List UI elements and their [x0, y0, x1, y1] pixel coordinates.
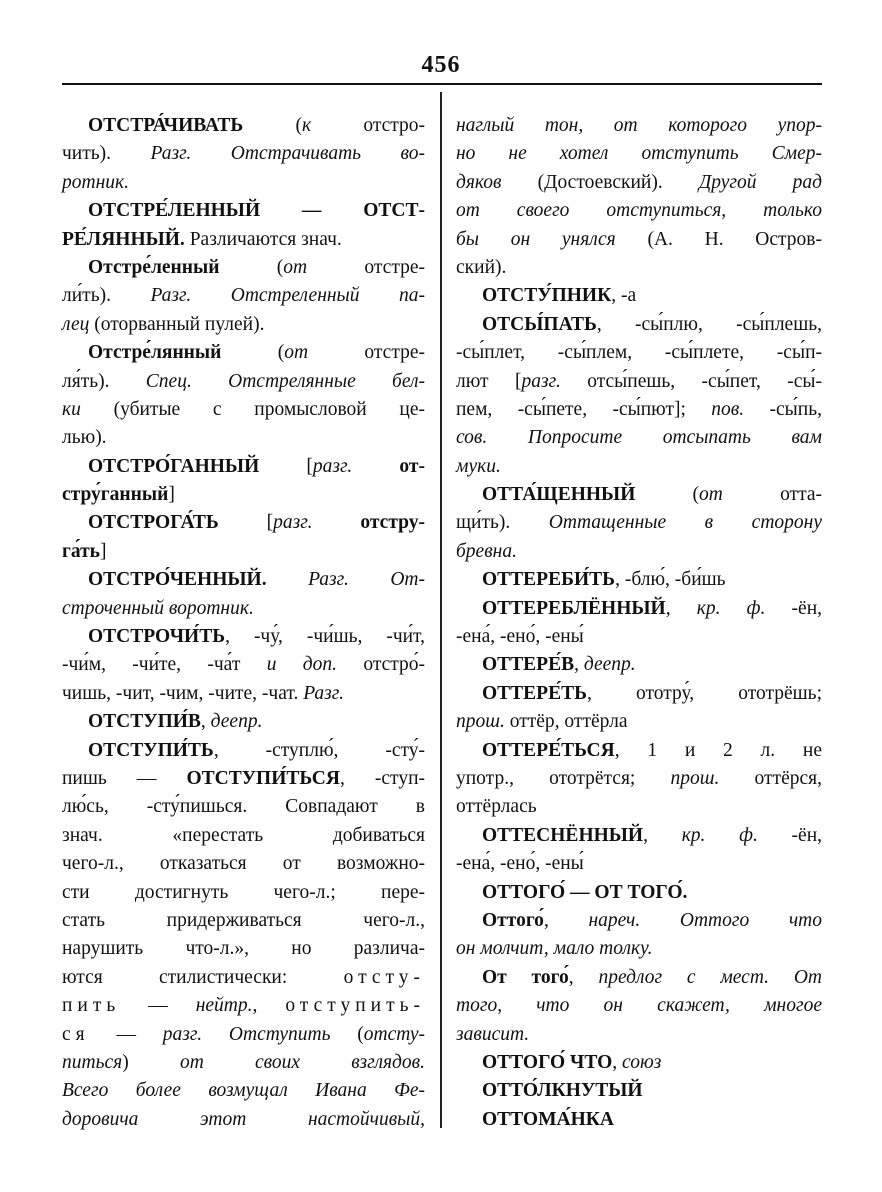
entry-line — [456, 964, 822, 992]
italic-text: питься — [62, 1051, 123, 1073]
headword: ОТТЕРЕБЛЁННЫЙ — [482, 597, 666, 619]
italic-text: нейтр. — [195, 995, 253, 1017]
text-run: пишь — — [62, 767, 187, 789]
headword: ОТТО́ЛКНУТЫЙ — [482, 1080, 643, 1102]
dictionary-entry — [456, 595, 822, 652]
dictionary-entry — [62, 339, 425, 453]
dictionary-entry — [62, 623, 425, 708]
italic-text: кр. ф. — [696, 597, 766, 619]
entry-line — [456, 708, 822, 736]
entry-line — [62, 282, 425, 310]
entry-line — [456, 396, 822, 424]
text-run: , — [568, 966, 599, 988]
entry-line — [62, 964, 425, 992]
text-run: лют [ — [456, 370, 522, 392]
dictionary-entry — [456, 481, 822, 566]
dictionary-entry — [456, 822, 822, 879]
italic-text: бревна. — [456, 540, 517, 562]
text-run: отстро- — [311, 115, 425, 136]
entry-line — [62, 424, 425, 452]
entry-line — [62, 311, 425, 339]
text-run: ] — [168, 484, 175, 506]
italic-text: муки. — [456, 455, 501, 477]
text-run: ются стилистически: — [62, 966, 344, 988]
dictionary-entry — [456, 112, 822, 282]
italic-text: разг. — [312, 455, 353, 477]
entry-line — [456, 140, 822, 168]
italic-text: ки — [62, 398, 81, 420]
italic-text: прош. — [456, 711, 505, 733]
italic-text: зависит. — [456, 1023, 530, 1045]
headword: ОТТОМА́НКА — [482, 1108, 614, 1130]
text-run: отстро́- — [337, 654, 425, 676]
text-run: ( — [219, 256, 284, 278]
dictionary-entry — [62, 197, 425, 254]
text-run: ский). — [456, 256, 507, 278]
headword: ОТСТРОГА́ТЬ — [88, 512, 219, 534]
headword: ОТСТРО́ЧЕННЫЙ. — [88, 569, 267, 591]
entry-line — [456, 680, 822, 708]
entry-line — [62, 197, 425, 225]
dictionary-entry — [456, 1049, 822, 1077]
entry-line — [62, 453, 425, 481]
entry-line — [456, 651, 822, 679]
dictionary-entry — [62, 509, 425, 566]
text-run: ) — [122, 1051, 180, 1073]
text-run: ( — [330, 1023, 364, 1045]
headword: ОТСТУ́ПНИК — [482, 285, 612, 307]
text-run: , — [543, 909, 589, 931]
entry-line — [456, 992, 822, 1020]
entry-line — [62, 1077, 425, 1105]
headword: ОТСТУПИ́ТЬ — [88, 739, 214, 761]
headword: ОТСТРА́ЧИВАТЬ — [88, 115, 244, 136]
text-run: , ототру́, ототрёшь; — [587, 682, 822, 704]
italic-text: Разг. Отстрачивать во- — [150, 143, 425, 165]
dictionary-entry — [62, 566, 425, 623]
entry-line — [456, 566, 822, 594]
entry-line — [62, 339, 425, 367]
entry-line — [456, 595, 822, 623]
text-run: ( — [635, 484, 700, 506]
text-run: (убитые с промысловой це- — [80, 398, 425, 420]
italic-text: наглый тон, от которого упор- — [456, 115, 822, 136]
left-column — [62, 112, 425, 1134]
italic-text: дяков — [456, 171, 502, 193]
italic-text: того, что он скажет, многое — [456, 995, 822, 1017]
text-run: , -ступлю́, -сту́- — [213, 739, 425, 761]
page-number: 456 — [421, 52, 461, 78]
entry-line — [62, 509, 425, 537]
headword: ОТСЫ́ПАТЬ — [482, 313, 597, 335]
italic-text: лец — [62, 313, 90, 335]
header-rule — [62, 83, 822, 85]
text-run: употр., ототрётся; — [456, 767, 671, 789]
entry-line — [456, 737, 822, 765]
italic-text: предлог с мест. От — [598, 966, 823, 988]
dictionary-entry — [456, 651, 822, 679]
headword: ОТСТУПИ́В — [88, 711, 201, 733]
text-run: , 1 и 2 л. не — [614, 739, 822, 761]
entry-line — [456, 850, 822, 878]
headword: отстру- — [312, 512, 425, 534]
italic-text: деепр. — [583, 654, 636, 676]
entry-line — [456, 765, 822, 793]
text-run: ля́ть). — [62, 370, 146, 392]
entry-line — [62, 822, 425, 850]
italic-text: разг. Отступить — [162, 1023, 331, 1045]
dictionary-entry — [62, 708, 425, 736]
headword: ОТТЕСНЁННЫЙ — [482, 824, 644, 846]
text-run: , -сы́плю, -сы́плешь, — [596, 313, 822, 335]
italic-text: и доп. — [266, 654, 337, 676]
entry-line — [456, 879, 822, 907]
dictionary-entry — [62, 453, 425, 510]
text-run: , — [200, 711, 211, 733]
text-run: чить). — [62, 143, 151, 165]
italic-text: сов. Попросите отсыпать вам — [456, 427, 822, 449]
italic-text: Спец. Отстрелянные бел- — [145, 370, 426, 392]
entry-line — [62, 623, 425, 651]
entry-line — [62, 595, 425, 623]
dictionary-entry — [456, 737, 822, 822]
text-run: отстре- — [308, 342, 425, 364]
text-run: , -а — [611, 285, 637, 307]
entry-line — [62, 169, 425, 197]
dictionary-entry — [456, 680, 822, 737]
text-run: (Достоевский). — [501, 171, 699, 193]
italic-text: Оттащенные в сторону — [548, 512, 822, 534]
dictionary-entry — [456, 566, 822, 594]
dictionary-entry — [456, 1077, 822, 1105]
text-run: -ена́, -ено́, -ены́ — [456, 853, 584, 875]
text-run: ] — [100, 540, 107, 562]
headword: ОТТЕРЕ́В — [482, 654, 575, 676]
italic-text: ротник. — [62, 171, 130, 193]
headword: От того́ — [482, 966, 569, 988]
headword: Отстре́ленный — [88, 256, 220, 278]
italic-text: бы он унялся — [456, 228, 616, 250]
entry-line — [62, 538, 425, 566]
text-run: , — [665, 597, 697, 619]
entry-line — [62, 368, 425, 396]
text-run: ( — [243, 115, 303, 136]
italic-text: к — [302, 115, 312, 136]
entry-line — [456, 368, 822, 396]
text-run: , -ступ- — [339, 767, 426, 789]
entry-line — [62, 140, 425, 168]
text-run: оттёрлась — [456, 796, 537, 818]
spaced-text: пить — [62, 995, 121, 1017]
text-run: , — [574, 654, 584, 676]
headword: ОТТЕРЕ́ТЬСЯ — [482, 739, 615, 761]
text-run: ли́ть). — [62, 285, 151, 307]
text-run: [ — [259, 455, 313, 477]
italic-text: кр. ф. — [681, 824, 758, 846]
italic-text: Всего более возмущал Ивана Фе- — [62, 1080, 425, 1102]
italic-text: пов. — [711, 398, 745, 420]
italic-text: но не хотел отступить Смер- — [456, 143, 822, 165]
italic-text: деепр. — [210, 711, 263, 733]
text-run: лю́сь, -сту́пишься. Совпадают в — [62, 796, 425, 818]
column-divider — [440, 92, 442, 1128]
entry-line — [62, 254, 425, 282]
text-run: отта- — [722, 484, 822, 506]
spaced-text: отступить- — [285, 995, 426, 1017]
entry-line — [456, 623, 822, 651]
italic-text: Разг. Отстреленный па- — [150, 285, 426, 307]
italic-text: разг. — [521, 370, 561, 392]
italic-text: от своих взглядов. — [179, 1051, 425, 1073]
text-run: — — [89, 1023, 163, 1045]
text-run: отсы́пешь, -сы́пет, -сы́- — [560, 370, 822, 392]
headword: Оттого́ — [482, 909, 544, 931]
headword: ОТСТРОЧИ́ТЬ — [88, 626, 226, 648]
entry-line — [62, 935, 425, 963]
entry-line — [62, 992, 425, 1020]
dictionary-entry — [456, 1106, 822, 1134]
text-run: -ён, — [765, 597, 823, 619]
entry-line — [456, 509, 822, 537]
text-run: [ — [218, 512, 274, 534]
text-run: оттёрся, — [719, 767, 822, 789]
entry-line — [62, 1021, 425, 1049]
dictionary-entry — [456, 311, 822, 481]
text-run: -ён, — [757, 824, 823, 846]
entry-line — [62, 1106, 425, 1134]
entry-line — [456, 282, 822, 310]
headword: ОТТОГО́ — ОТ ТОГО́. — [482, 881, 688, 903]
entry-line — [62, 226, 425, 254]
text-run: , — [252, 995, 286, 1017]
entry-line — [456, 424, 822, 452]
entry-line — [456, 822, 822, 850]
text-run: — — [120, 995, 196, 1017]
headword: га́ть — [62, 540, 100, 562]
entry-line — [456, 339, 822, 367]
italic-text: Разг. От- — [266, 569, 425, 591]
italic-text: разг. — [273, 512, 313, 534]
italic-text: от — [699, 484, 723, 506]
italic-text: нареч. Оттого что — [588, 909, 822, 931]
italic-text: доровича этот настойчивый, — [62, 1108, 425, 1130]
entry-line — [456, 254, 822, 282]
italic-text: он молчит, мало толку. — [456, 938, 653, 960]
italic-text: строченный воротник. — [62, 597, 254, 619]
entry-line — [62, 879, 425, 907]
entry-line — [62, 651, 425, 679]
text-run: сти достигнуть чего-л.; пере- — [62, 881, 425, 903]
entry-line — [62, 793, 425, 821]
entry-line — [456, 793, 822, 821]
headword: ОТТОГО́ ЧТО — [482, 1051, 613, 1073]
text-run: , — [612, 1051, 623, 1073]
entry-line — [456, 538, 822, 566]
text-run: Различаются знач. — [184, 228, 342, 250]
headword: ОТСТРЕ́ЛЕННЫЙ — ОТСТ- — [88, 200, 425, 222]
italic-text: от — [284, 342, 309, 364]
entry-line — [62, 1049, 425, 1077]
headword: ОТТЕРЕБИ́ТЬ — [482, 569, 616, 591]
headword: от- — [352, 455, 425, 477]
entry-line — [456, 481, 822, 509]
italic-text: Разг. — [303, 682, 344, 704]
text-run: (оторванный пулей). — [89, 313, 265, 335]
entry-line — [456, 112, 822, 140]
entry-line — [456, 1021, 822, 1049]
italic-text: союз — [622, 1051, 662, 1073]
text-run: стать придерживаться чего-л., — [62, 909, 425, 931]
text-run: -сы́плет, -сы́плем, -сы́плете, -сы́п- — [456, 342, 822, 364]
entry-line — [62, 765, 425, 793]
dictionary-entry — [62, 254, 425, 339]
entry-line — [62, 680, 425, 708]
headword: Отстре́лянный — [88, 342, 222, 364]
italic-text: Другой рад — [698, 171, 822, 193]
entry-line — [456, 169, 822, 197]
text-run: (А. Н. Остров- — [615, 228, 822, 250]
text-run: , — [643, 824, 682, 846]
text-run: чишь, -чит, -чим, -чите, -чат. — [62, 682, 304, 704]
dictionary-entry — [62, 737, 425, 1134]
italic-text: прош. — [670, 767, 720, 789]
italic-text: от своего отступиться, только — [456, 200, 822, 222]
spaced-text: отсту- — [343, 966, 425, 988]
dictionary-entry — [456, 282, 822, 310]
text-run: пем, -сы́пете, -сы́пют]; — [456, 398, 712, 420]
entry-line — [456, 197, 822, 225]
text-run: щи́ть). — [456, 512, 549, 534]
dictionary-entry — [456, 964, 822, 1049]
entry-line — [62, 708, 425, 736]
text-run: -чи́м, -чи́те, -ча́т — [62, 654, 267, 676]
text-run: отстре- — [307, 256, 425, 278]
italic-text: отсту- — [363, 1023, 425, 1045]
headword: ОТТА́ЩЕННЫЙ — [482, 484, 636, 506]
text-run: , -блю́, -би́шь — [615, 569, 726, 591]
text-run: лью). — [62, 427, 107, 449]
entry-line — [62, 737, 425, 765]
entry-line — [62, 907, 425, 935]
right-column — [456, 112, 822, 1134]
headword: ОТСТУПИ́ТЬСЯ — [186, 767, 340, 789]
text-run: -сы́пь, — [744, 398, 822, 420]
text-run: оттёр, оттёрла — [504, 711, 628, 733]
entry-line — [456, 935, 822, 963]
entry-line — [62, 481, 425, 509]
text-run: нарушить что-л.», но различа- — [62, 938, 425, 960]
text-run: знач. «перестать добиваться — [62, 824, 425, 846]
headword: ОТСТРО́ГАННЫЙ — [88, 455, 260, 477]
text-run: , -чу́, -чи́шь, -чи́т, — [225, 626, 425, 648]
dictionary-entry — [62, 112, 425, 197]
entry-line — [456, 1106, 822, 1134]
dictionary-entry — [456, 879, 822, 907]
headword: стру́ганный — [62, 484, 169, 506]
entry-line — [62, 396, 425, 424]
headword: ОТТЕРЕ́ТЬ — [482, 682, 588, 704]
entry-line — [62, 850, 425, 878]
entry-line — [456, 453, 822, 481]
text-run: чего-л., отказаться от возможно- — [62, 853, 425, 875]
text-run: ( — [221, 342, 285, 364]
entry-line — [456, 1077, 822, 1105]
text-run: -ена́, -ено́, -ены́ — [456, 626, 584, 648]
entry-line — [456, 907, 822, 935]
entry-line — [62, 112, 425, 140]
italic-text: от — [283, 256, 308, 278]
dictionary-entry — [456, 907, 822, 964]
entry-line — [456, 226, 822, 254]
headword: РЕ́ЛЯННЫЙ. — [62, 228, 185, 250]
entry-line — [62, 566, 425, 594]
entry-line — [456, 311, 822, 339]
spaced-text: ся — [62, 1023, 90, 1045]
entry-line — [456, 1049, 822, 1077]
